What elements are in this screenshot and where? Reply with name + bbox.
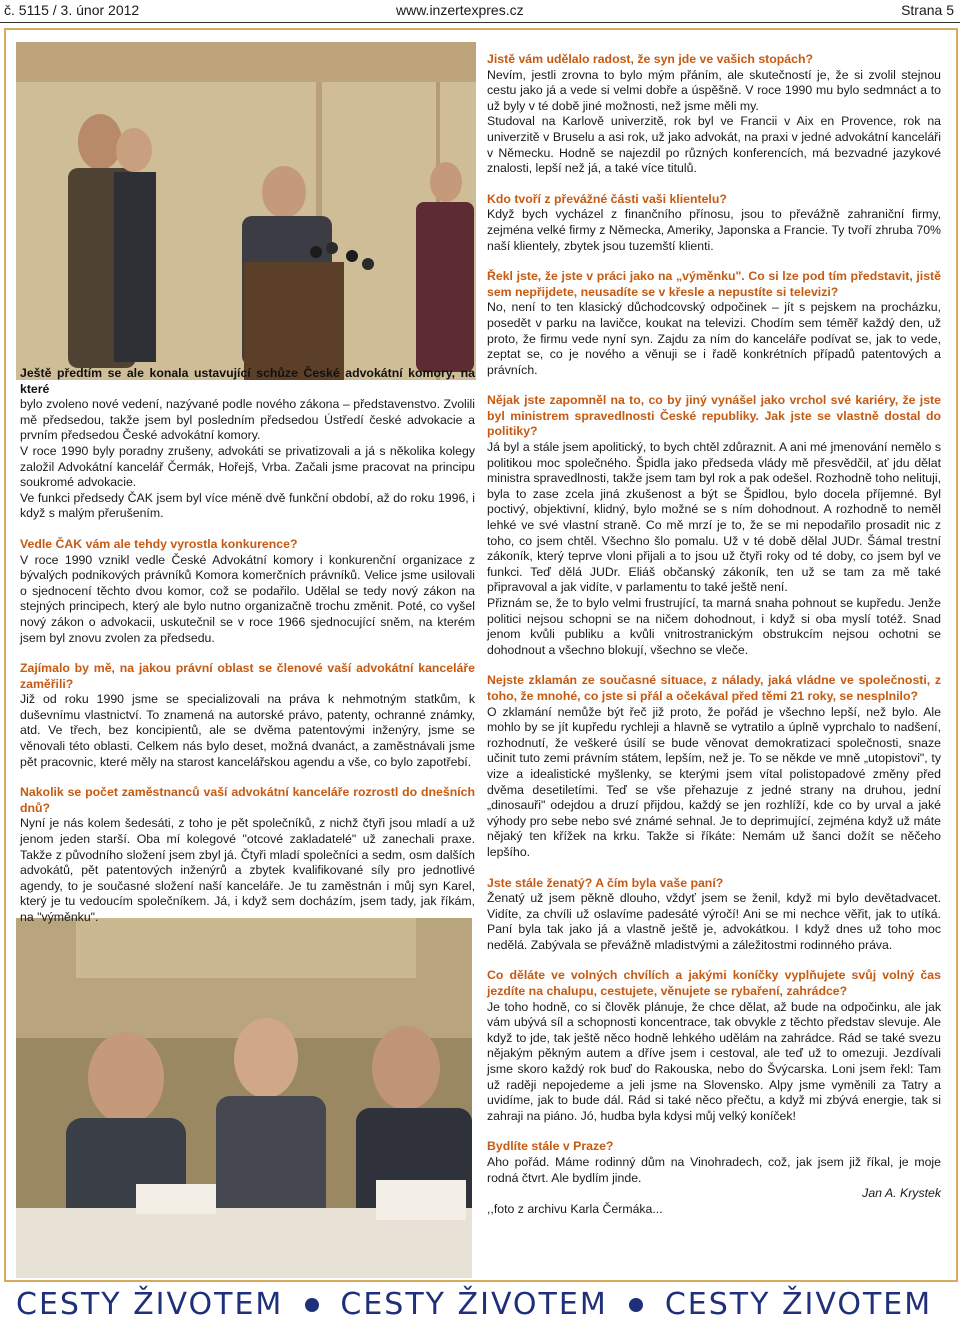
intro-lead: Ještě předtím se ale konala ustavující schůze České advokátní komory, na které <box>20 366 475 396</box>
photo-credit: ,,foto z archivu Karla Čermáka... <box>487 1201 663 1216</box>
left-column <box>20 366 475 926</box>
panel-discussion-photo <box>16 918 472 1278</box>
question-zenaty: Jste stále ženatý? A čím byla vaše paní? <box>487 875 724 890</box>
question-pravni-oblast: Zajímalo by mě, na jakou právní oblast se členové vaší advokátní kanceláře zaměřili? <box>20 661 475 691</box>
answer-politika-1: Já byl a stále jsem apolitický, to bych chtěl zdůraznit. A ani mé jmenování nemělo s politikou moc společného. Špidla jako předseda vlády mě přesvědčil, ať jdu dělat ministra spravedlnosti, takže jsem tam byl rok a pak odešel. Rozhodně toho nelituji, byla to zase zcela jiná zkušenost a být se Špidlou, bylo docela příjemné. Byl poctivý, objektivní, klidný, bylo možné se s ním dohodnout. A rozhodně to neměl lehké ve své vlastní straně. Co mě mrzí je to, že se mi nepodařilo prosadit nic z toho, co jsem chtěl. Všechno šlo pomalu. Už v té době dělal JUDr. Šámal trestní zákoník, který teprve vloni přijali a to jsou už čtyři roky od té doby, co jsem byl ve funkci. Teď dělá JUDr. Eliáš občanský zákoník, ten už se tam za mě také připravoval a jak vidíte, v parlamentu to také ještě není. <box>487 440 941 595</box>
question-zklamani: Nejste zklamán ze současné situace, z nálady, jaká vládne ve společnosti, z toho, že mnohé, co jste si přál a očekával před těmi 21 roky, se nesplnilo? <box>487 673 941 703</box>
answer-zklamani: O zklamání nemůže být řeč již proto, že pořád je všechno lepší, než bylo. Ale mohlo by se jít kupředu rychleji a hlavně se vytratilo a úplně vyprchalo to nadšení, rozhodnutí, že veškeré úsilí se bude věnovat demokratizaci společnosti, snaze učinit tuto zemi právním státem, lepším, než je. To se někde ve mně „utopistovi", ty vize a idealistické myšlenky, se kterými jsem vítal polistopadové změny před dvěma desetiletími. Teď se vše přehazuje z jedné strany na druhou, jední „dinosauři" odejdou a druzí přijdou, každý se jen rozhlíží, kde co by urval a jaké výhody pro sebe nebo své známé sehnal. Je to deprimující, zejména když už máte nějaký ten křížek na krku. Takže si říkáte: Nemám už šanci dožít se něčeho lepšího. <box>487 704 941 859</box>
bullet-dot-icon <box>629 1298 643 1312</box>
answer-konkurence: V roce 1990 vznikl vedle České Advokátní komory i konkurenční organizace z bývalých podnikových právníků Komora komerčních právníků. Velice jsme usilovali o sjednocení těchto dvou komor, což se podařilo. Udělal se tedy nový zákon na stejných principech, který ale bylo nutno organizačně trochu změnit. Poté, co vyšel nový zákon o advokacii, uskutečnil se v roce 1966 sjednocující sněm, na kterém jsem byl znovu zvolen za předsedu. <box>20 552 475 645</box>
page-number: Strana 5 <box>901 2 954 18</box>
answer-vymenek: No, není to ten klasický důchodcovský odpočinek – jít s pejskem na procházku, posedět v parku na lavičce, koukat na televizi. Chodím sem téměř každý den, už proto, že firmu vede nyní syn. Zajdu za ním do kanceláře podívat se, jak to vede, zeptat se, co je nového a věnuji se i řadě konkrétních případů patentových a právních. <box>487 300 941 377</box>
footer-title-1: CESTY ŽIVOTEM <box>16 1287 284 1322</box>
answer-syn-2: Studoval na Karlově univerzitě, rok byl ve Francii v Aix en Provence, rok na univerzitě v Bruselu a asi rok, už jako advokát, na praxi v jedné advokátní kanceláři v Německu. Hodně se najezdil po různých konferencích, má bezvadné jazykové znalosti, lepší než já, a také více titulů. <box>487 114 941 176</box>
answer-pravni-oblast: Již od roku 1990 jsme se specializovali na práva k nehmotným statkům, k duševnímu vlastnictví. To znamená na autorské právo, patenty, ochranné známky, atd. Ve třech, bez koncipientů, ale se dvěma patentovými inženýry, jsme se věnovali této oblasti. Celkem nás bylo deset, možná dvanáct, a zaměstnávali jsme pět pracovnic, které měly na starost kancelářskou agendu a vše, co bylo zapotřebí. <box>20 692 475 769</box>
header-rule <box>0 22 960 23</box>
answer-praha: Aho pořád. Máme rodinný dům na Vinohradech, což, jak jsem již říkal, je moje rodná čtvrt. Ale bydlím jinde. <box>487 1155 941 1185</box>
footer-title-2: CESTY ŽIVOTEM <box>340 1287 608 1322</box>
right-column <box>487 52 941 1217</box>
answer-pocet-zamestnancu: Nyní je nás kolem šedesáti, z toho je pět společníků, z nichž čtyři jsou mladí a už jenom jeden starší. Oba mí kolegové "otcové zakladatelé" už zanechali praxe. Takže z původního složení jsem zbyl já. Čtyři mladí společníci a sedm, osm dalších advokátů, pět patentových inženýrů a zbytek kvalifikované síly pro jednotlivé agendy, to je současné složení naší kanceláře. Je tu zaměstnán i můj syn Karel, který je tu vedoucím společníkem. Já, i když sem docházím, jsem tady, jak říkám, na "výměnku". <box>20 816 475 924</box>
answer-politika-2: Přiznám se, že to bylo velmi frustrující, ta marná snaha pohnout se kupředu. Jenže politici nejsou schopni se na ničem dohodnout, i když si oba myslí totéž. Snad jenom kvůli publiku a kvůli vnitrostranickým obstrukcím nejsou ochotni se dohodnout a všechno blokují, všechno se vleče. <box>487 596 941 657</box>
bullet-dot-icon <box>305 1298 319 1312</box>
question-syn: Jistě vám udělalo radost, že syn jde ve vašich stopách? <box>487 52 813 66</box>
website-url[interactable]: www.inzertexpres.cz <box>396 2 524 18</box>
answer-syn-1: Nevím, jestli zrovna to bylo mým přáním, ale skutečností je, že si zvolil stejnou cestu jako já a vede si velmi dobře a úspěšně. V roce 1990 mu bylo sedmnáct a to už byly v té době jiné možnosti, než jsme měli my. <box>487 67 941 113</box>
footer-band <box>16 1286 944 1322</box>
answer-klientela: Když bych vycházel z finančního přínosu, jsou to převážně zahraniční firmy, zejména velké firmy z Německa, Ameriky, Japonska a Francie. Ty tvoří zhruba 70% naší klientely, zbytek jsou tuzemští klienti. <box>487 207 941 253</box>
intro-paragraph-2: V roce 1990 byly poradny zrušeny, advokáti se privatizovali a já s několika kolegy založil Advokátní kancelář Čermák, Hořejš, Vrba. Začali jsme pracovat na principu soukromé advokacie. <box>20 443 475 490</box>
question-vymenek: Řekl jste, že jste v práci jako na „výměnku". Co si lze pod tím představit, jistě sem nepřijdete, neusadíte se v křesle a nepustíte si televizi? <box>487 269 941 299</box>
question-pocet-zamestnancu: Nakolik se počet zaměstnanců vaší advokátní kanceláře rozrostl do dnešních dnů? <box>20 785 475 815</box>
page-header <box>0 0 960 20</box>
intro-paragraph-1: bylo zvoleno nové vedení, nazývané podle nového zákona – představenstvo. Zvolili mě předsedou, takže jsem byl posledním předsedou Ústředí české advokacie a prvním předsedou České advokátní komory. <box>20 397 475 443</box>
question-konkurence: Vedle ČAK vám ale tehdy vyrostla konkurence? <box>20 536 298 551</box>
intro-paragraph-3: Ve funkci předsedy ČAK jsem byl více méně dvě funkční období, až do roku 1996, i když s malým přerušením. <box>20 490 475 521</box>
question-politika: Nějak jste zapomněl na to, co by jiný vynášel jako vrchol své kariéry, že jste byl ministrem spravedlnosti České republiky. Jak jste se vlastně dostal do politiky? <box>487 393 941 439</box>
question-volny-cas: Co děláte ve volných chvílích a jakými koníčky vyplňujete svůj volný čas jezdíte na chalupu, cestujete, věnujete se rybaření, zahrádce? <box>487 968 941 999</box>
issue-info: č. 5115 / 3. únor 2012 <box>4 2 140 18</box>
question-praha: Bydlíte stále v Praze? <box>487 1139 614 1154</box>
question-klientela: Kdo tvoří z převážné části vaši klientelu? <box>487 191 727 206</box>
press-conference-photo <box>16 42 476 380</box>
answer-volny-cas: Je toho hodně, co si člověk plánuje, že chce dělat, až bude na odpočinku, ale jak vám ubývá síl a schopnosti koncentrace, tak obvykle z těchto představ slevuje. Ale když to jde, tak ještě něco hodně lehkého udělám na zahrádce. Rád se také svezu nějakým pěkným autem a dříve jsem i cestoval, ale teď už to omezuji. Jezdívali jsme skoro každý rok buď do Rakouska, nebo do Švýcarska. Loni jsem řekl: Tam už raději nepojedeme a jeli jsme na Slovensko. Alpy jsme vyměnili za Tatry a uvidíme, jak to bude dál. Rád si také něco přečtu, a když mi zbývá energie, tak si zahraji na piáno. Jó, hudba byla kdysi můj velký koníček! <box>487 999 941 1123</box>
author-signature: Jan A. Krystek <box>862 1186 941 1201</box>
footer-title-3: CESTY ŽIVOTEM <box>664 1287 933 1322</box>
answer-zenaty: Ženatý už jsem pěkně dlouho, vždyť jsem se ženil, když mi bylo devětadvacet. Vidíte, za chvíli už oslavíme padesáté výročí! Ani se mi nechce věřit, jak to utíká. Paní byla tak jako já a vlastně ještě je, advokátkou. I když dnes už toho moc nedělá. Zabývala se převážně mladistvými a záležitostmi rodinného práva. <box>487 891 941 952</box>
